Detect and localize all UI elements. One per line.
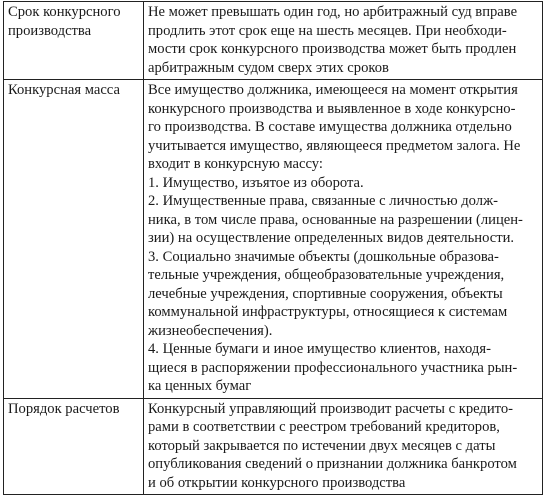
text-line: 2. Имущественные права, связанные с личностью долж- — [148, 193, 499, 209]
text-line: щиеся в распоряжении профессионального участника рын- — [148, 359, 518, 376]
term-line: Срок конкурсного — [8, 4, 121, 20]
table-row — [4, 398, 543, 495]
text-line: тельные учреждения, общеобразовательные учреждения, — [148, 267, 505, 283]
term-line: Конкурсная масса — [8, 82, 120, 98]
text-line: го производства. В составе имущества должника отдельно — [148, 119, 512, 135]
table-row — [4, 80, 543, 399]
text-line: мости срок конкурсного производства может быть продлен — [148, 41, 517, 57]
text-line: опубликования сведений о признании должника банкротом — [148, 456, 517, 472]
text-line: ника, в том числе права, основанные на разрешении (лицен- — [148, 211, 523, 228]
text-line: учитывается имущество, являющееся предметом залога. Не — [148, 137, 521, 154]
text-line: коммунальной инфраструктуры, относящиеся к системам — [148, 304, 508, 320]
term-line: производства — [8, 22, 92, 39]
text-line: лечебные учреждения, спортивные сооружения, объекты — [148, 285, 503, 302]
text-line: рами в соответствии с реестром требований кредиторов, — [148, 419, 500, 435]
text-line: Не может превышать один год, но арбитражный суд вправе — [148, 4, 518, 20]
description-cell — [144, 2, 543, 80]
term-cell — [4, 2, 144, 80]
text-line: 3. Социально значимые объекты (дошкольные образова- — [148, 248, 499, 265]
description-cell — [144, 398, 543, 495]
text-line: 4. Ценные бумаги и иное имущество клиентов, находя- — [148, 341, 491, 357]
term-line: Порядок расчетов — [8, 400, 120, 417]
text-line: и об открытии конкурсного производства — [148, 474, 406, 491]
text-line: Все имущество должника, имеющееся на момент открытия — [148, 82, 518, 98]
text-line: 1. Имущество, изъятое из оборота. — [148, 174, 364, 191]
term-cell — [4, 80, 144, 399]
text-line: входит в конкурсную массу: — [148, 156, 323, 172]
text-line: зии) на осуществление определенных видов деятельности. — [148, 230, 515, 246]
text-line: арбитражным судом сверх этих сроков — [148, 59, 389, 76]
description-cell — [144, 80, 543, 399]
text-line: жизнеобеспечения). — [148, 322, 273, 339]
text-line: Конкурсный управляющий производит расчеты с кредито- — [148, 400, 514, 417]
term-cell — [4, 398, 144, 495]
text-line: ка ценных бумаг — [148, 378, 252, 394]
table-row — [4, 2, 543, 80]
text-line: продлить этот срок еще на шесть месяцев. При необходи- — [148, 22, 507, 39]
text-line: конкурсного производства и выявленное в ходе конкурсно- — [148, 100, 516, 117]
definitions-table — [3, 1, 543, 495]
text-line: который закрывается по истечении двух месяцев с даты — [148, 437, 496, 454]
